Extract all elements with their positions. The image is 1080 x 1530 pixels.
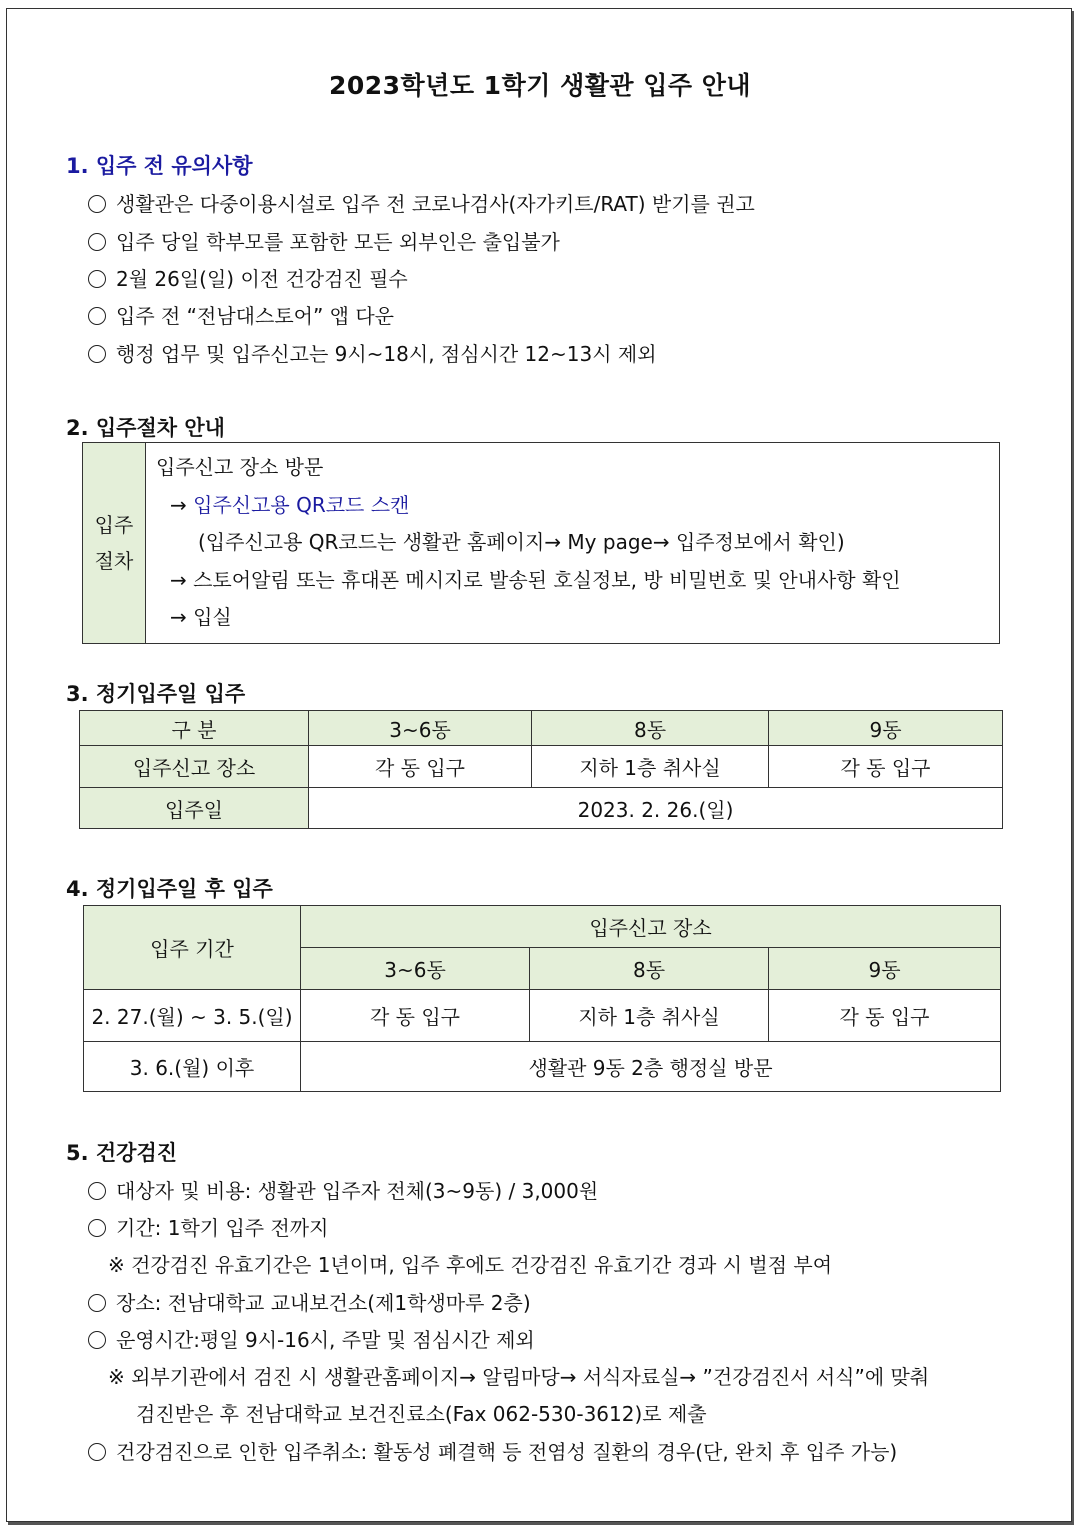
table-cell: 지하 1층 취사실: [532, 746, 769, 788]
s5-item: 대상자 및 비용: 생활관 입주자 전체(3~9동) / 3,000원: [88, 1175, 598, 1204]
circle-bullet-icon: [88, 1331, 106, 1349]
table-header: 입주신고 장소: [301, 906, 1001, 948]
step-check: → 스토어알림 또는 휴대폰 메시지로 발송된 호실정보, 방 비밀번호 및 안내사항 확인: [170, 567, 901, 592]
table-cell: 각 동 입구: [301, 990, 530, 1042]
table-cell: 지하 1층 취사실: [530, 990, 769, 1042]
step-qr: → 입주신고용 QR코드 스캔: [170, 492, 410, 517]
table-header: 구 분: [80, 711, 309, 746]
circle-bullet-icon: [88, 1443, 106, 1461]
s5-note: ※ 외부기관에서 검진 시 생활관홈페이지→ 알림마당→ 서식자료실→ ”건강검진서 서식”에 맞춰: [108, 1365, 930, 1389]
section-4-heading: 4. 정기입주일 후 입주: [66, 877, 273, 901]
table-header: 8동: [532, 711, 769, 746]
procedure-table: [82, 442, 1000, 644]
table-cell: 2023. 2. 26.(일): [309, 788, 1003, 829]
table-cell: 각 동 입구: [769, 990, 1001, 1042]
regular-move-in-table: [79, 710, 1003, 829]
procedure-steps: [146, 443, 1000, 644]
circle-bullet-icon: [88, 307, 106, 325]
circle-bullet-icon: [88, 1294, 106, 1312]
step-qr-note: (입주신고용 QR코드는 생활관 홈페이지→ My page→ 입주정보에서 확인): [198, 530, 845, 554]
circle-bullet-icon: [88, 233, 106, 251]
table-cell: 각 동 입구: [769, 746, 1003, 788]
table-header: 8동: [530, 948, 769, 990]
table-header: 9동: [769, 948, 1001, 990]
circle-bullet-icon: [88, 1182, 106, 1200]
table-header: 3~6동: [309, 711, 532, 746]
s5-item: 건강검진으로 인한 입주취소: 활동성 폐결핵 등 전염성 질환의 경우(단, 완치 후 입주 가능): [88, 1436, 897, 1465]
section-3-heading: 3. 정기입주일 입주: [66, 682, 246, 706]
s5-item: 기간: 1학기 입주 전까지: [88, 1212, 328, 1241]
step-enter: → 입실: [170, 605, 232, 629]
circle-bullet-icon: [88, 195, 106, 213]
circle-bullet-icon: [88, 1219, 106, 1237]
table-cell: 2. 27.(월) ~ 3. 5.(일): [84, 990, 301, 1042]
s5-item: 운영시간:평일 9시-16시, 주말 및 점심시간 제외: [88, 1324, 535, 1353]
table-header: 9동: [769, 711, 1003, 746]
circle-bullet-icon: [88, 270, 106, 288]
section-5-heading: 5. 건강검진: [66, 1141, 178, 1165]
s1-item: 행정 업무 및 입주신고는 9시~18시, 점심시간 12~13시 제외: [88, 338, 657, 367]
s1-item: 2월 26일(일) 이전 건강검진 필수: [88, 263, 408, 292]
table-cell: 입주신고 장소: [80, 746, 309, 788]
s1-item: 입주 당일 학부모를 포함한 모든 외부인은 출입불가: [88, 226, 560, 255]
table-cell: 각 동 입구: [309, 746, 532, 788]
s1-item: 생활관은 다중이용시설로 입주 전 코로나검사(자가키트/RAT) 받기를 권고: [88, 188, 755, 217]
procedure-label: 입주 절차: [83, 443, 146, 644]
table-cell: 입주일: [80, 788, 309, 829]
table-cell: 3. 6.(월) 이후: [84, 1042, 301, 1092]
after-regular-table: [83, 905, 1001, 1092]
s5-item: 장소: 전남대학교 교내보건소(제1학생마루 2층): [88, 1287, 531, 1316]
section-2-heading: 2. 입주절차 안내: [66, 416, 225, 440]
section-1-heading: 1. 입주 전 유의사항: [66, 154, 253, 178]
table-header: 3~6동: [301, 948, 530, 990]
step-visit: 입주신고 장소 방문: [156, 455, 324, 479]
s5-note: 검진받은 후 전남대학교 보건진료소(Fax 062-530-3612)로 제출: [136, 1402, 707, 1426]
s1-item: 입주 전 “전남대스토어” 앱 다운: [88, 300, 394, 329]
circle-bullet-icon: [88, 345, 106, 363]
page-title: 2023학년도 1학기 생활관 입주 안내: [328, 71, 752, 100]
table-cell: 생활관 9동 2층 행정실 방문: [301, 1042, 1001, 1092]
table-header: 입주 기간: [84, 906, 301, 990]
s5-note: ※ 건강검진 유효기간은 1년이며, 입주 후에도 건강검진 유효기간 경과 시 벌점 부여: [108, 1253, 833, 1277]
